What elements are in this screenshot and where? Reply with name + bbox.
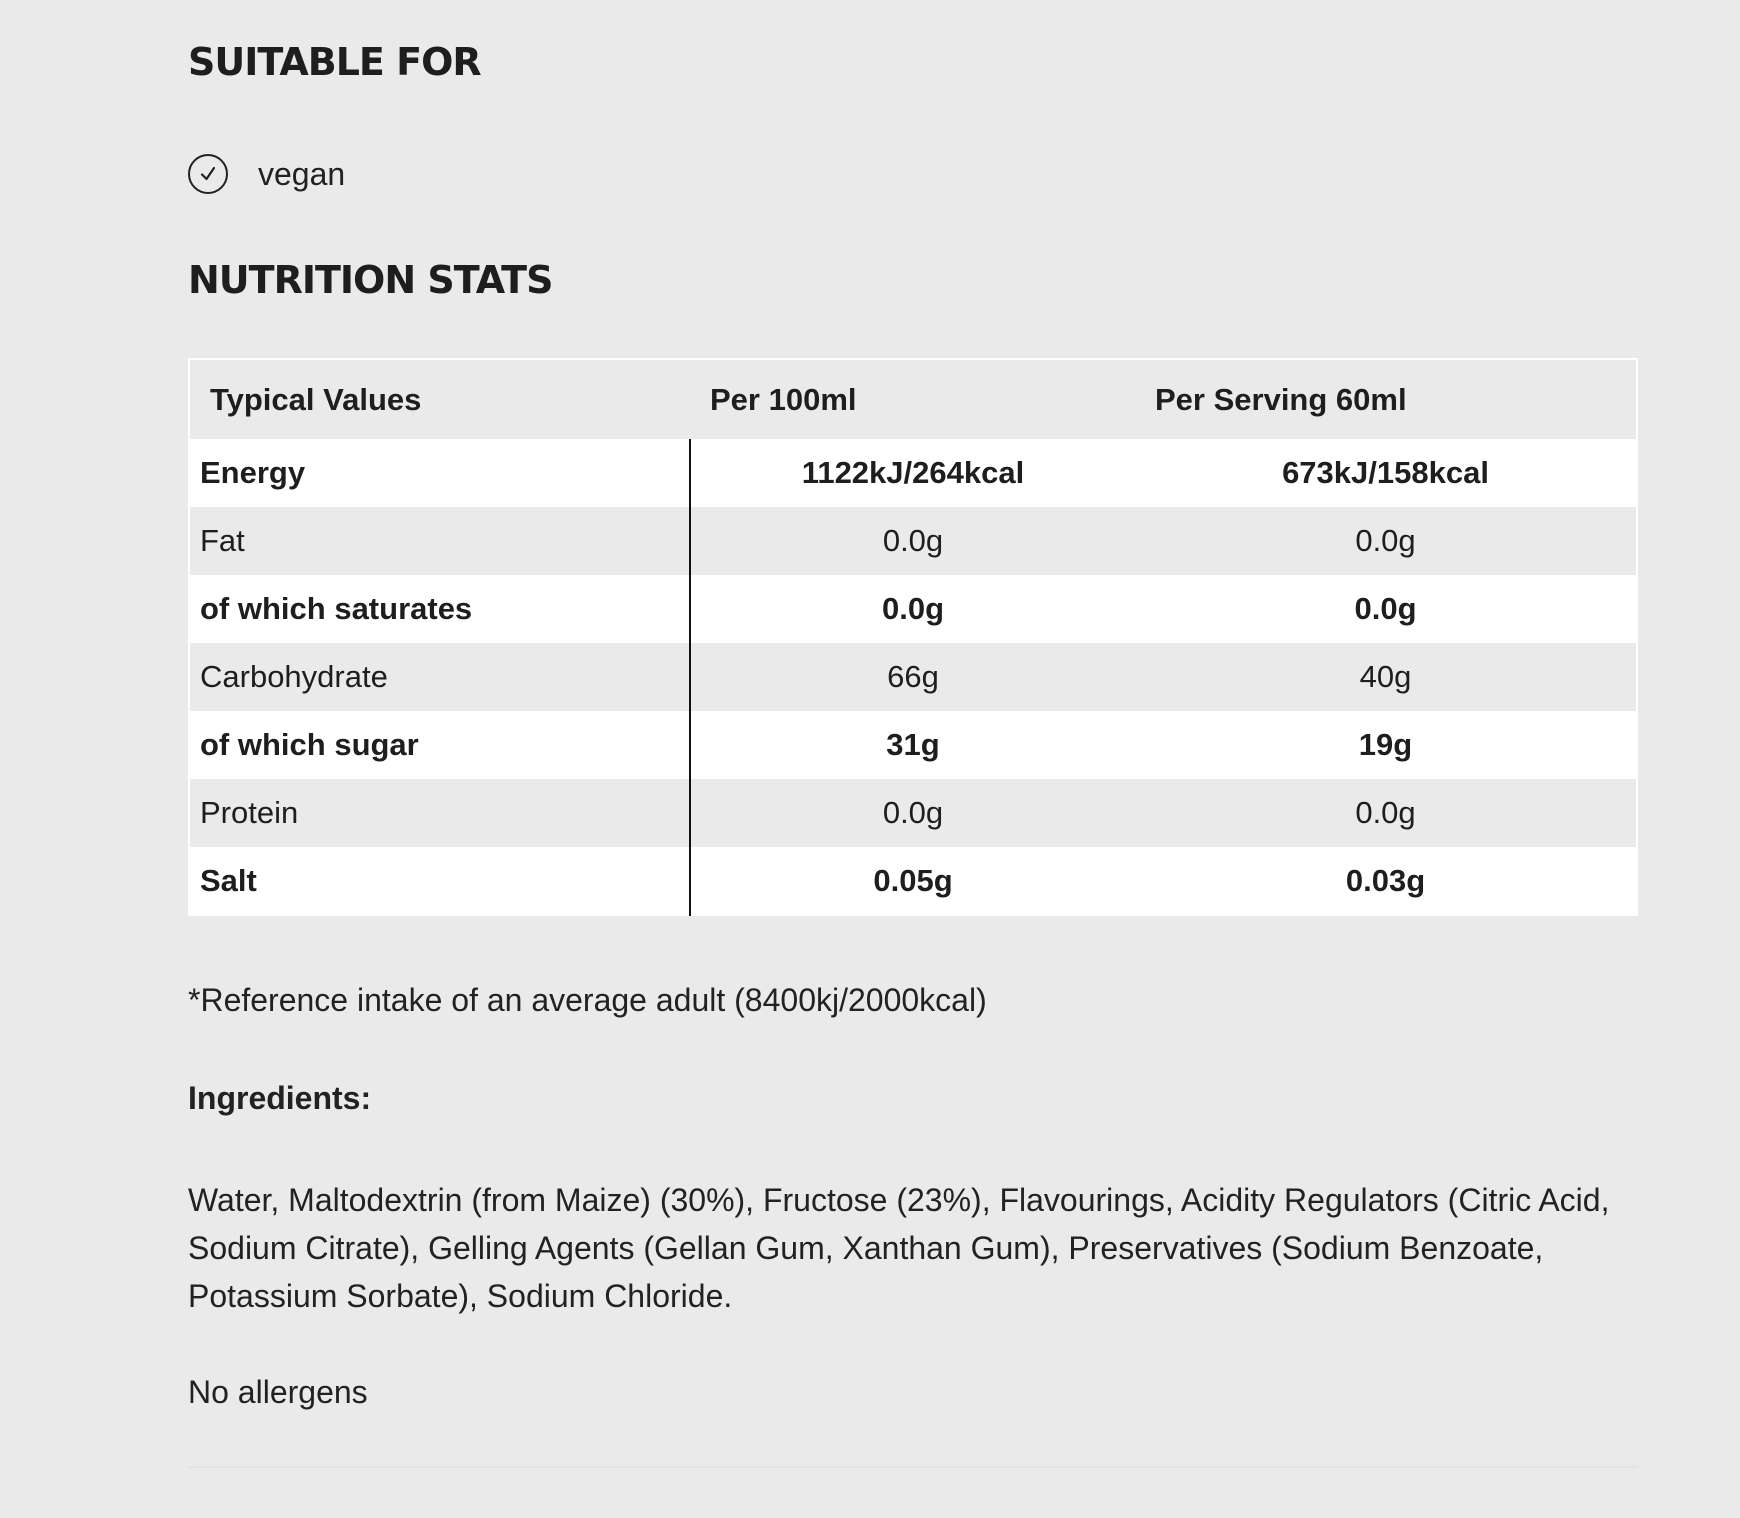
per-100ml-value: 0.0g [881,591,945,626]
table-row [189,643,1637,711]
nutrient-name: of which saturates [189,575,690,643]
per-serving-value: 19g [1358,727,1413,762]
reference-intake-note: *Reference intake of an average adult (8400kj/2000kcal) [188,982,987,1018]
table-row [189,507,1637,575]
per-100ml-value: 0.05g [873,862,953,898]
nutrient-name: of which sugar [189,711,690,779]
per-serving-value: 0.0g [1354,591,1417,626]
per-serving-value: 673kJ/158kcal [1282,455,1489,490]
per-100ml-value: 1122kJ/264kcal [801,455,1025,490]
per-serving-value: 0.0g [1355,523,1416,558]
allergens-note: No allergens [188,1374,368,1410]
nutrition-table-body [189,439,1637,915]
table-row [189,711,1637,779]
nutrient-name: Salt [189,847,690,915]
header-typical-values: Typical Values [210,381,422,417]
nutrient-name: Energy [189,439,690,507]
header-row [189,359,1637,439]
check-circle-icon [188,154,228,194]
header-per-100ml: Per 100ml [710,381,857,417]
per-100ml-value: 66g [887,659,939,694]
nutrient-name: Fat [189,507,690,575]
per-100ml-value: 0.0g [882,795,944,830]
nutrient-name: Carbohydrate [189,643,690,711]
nutrition-stats-title: NUTRITION STATS [188,258,553,302]
nutrition-table [188,358,1638,916]
table-row [189,575,1637,643]
table-row [189,847,1637,915]
suitable-item-vegan [188,152,345,196]
ingredients-title: Ingredients: [188,1080,372,1116]
per-100ml-value: 0.0g [882,523,944,558]
per-serving-value: 0.0g [1355,795,1416,830]
suitable-item-label: vegan [258,155,346,192]
per-serving-value: 0.03g [1345,862,1426,898]
nutrition-table-header [189,359,1637,439]
table-row [189,779,1637,847]
per-100ml-value: 31g [886,727,940,762]
nutrient-name: Protein [189,779,690,847]
divider [188,1466,1638,1468]
ingredients-text: Water, Maltodextrin (from Maize) (30%), Fructose (23%), Flavourings, Acidity Regulators (Citric Acid, Sodium Citrate), Gelling Agents (Gellan Gum, Xanthan Gum), Preservatives (Sodium Benzoate, Potassium Sorbate), Sodium Chloride. [188,1182,1610,1314]
per-serving-value: 40g [1359,659,1412,694]
header-per-serving: Per Serving 60ml [1155,381,1407,417]
suitable-for-title: SUITABLE FOR [188,40,481,84]
table-row [189,439,1637,507]
